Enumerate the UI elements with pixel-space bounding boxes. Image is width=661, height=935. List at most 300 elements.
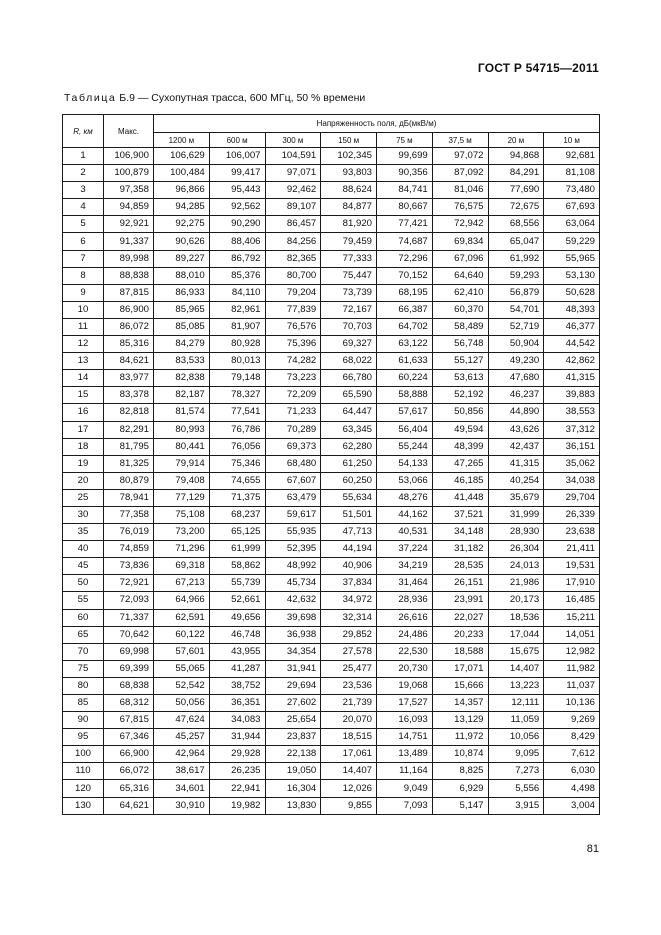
field-strength-cell: 82,187 [154,387,210,404]
field-strength-cell: 36,938 [265,626,321,643]
max-value-cell: 91,337 [104,233,154,250]
max-value-cell: 68,838 [104,677,154,694]
table-row [63,592,600,609]
field-strength-cell: 38,553 [544,404,600,421]
table-row [63,558,600,575]
field-strength-cell: 77,421 [377,216,433,233]
field-strength-cell: 8,429 [544,729,600,746]
max-value-cell: 82,291 [104,421,154,438]
table-caption-text: Б.9 — Сухопутная трасса, 600 МГц, 50 % времени [119,92,366,104]
field-strength-cell: 63,345 [321,421,377,438]
field-strength-cell: 50,628 [544,284,600,301]
field-strength-cell: 22,138 [265,746,321,763]
field-strength-cell: 46,377 [544,318,600,335]
field-strength-cell: 47,680 [488,370,544,387]
distance-cell: 17 [63,421,104,438]
table-row [63,677,600,694]
table-caption [64,92,365,104]
field-strength-cell: 18,515 [321,729,377,746]
field-strength-cell: 92,562 [209,199,265,216]
field-strength-cell: 52,542 [154,677,210,694]
field-strength-cell: 86,457 [265,216,321,233]
field-strength-cell: 85,085 [154,318,210,335]
field-strength-cell: 63,122 [377,336,433,353]
field-strength-cell: 20,173 [488,592,544,609]
field-strength-cell: 26,339 [544,506,600,523]
distance-cell: 9 [63,284,104,301]
field-strength-cell: 74,687 [377,233,433,250]
height-header: 150 м [321,133,377,148]
field-strength-cell: 23,638 [544,524,600,541]
field-strength-table [62,114,600,815]
field-strength-cell: 84,291 [488,165,544,182]
field-strength-cell: 62,591 [154,609,210,626]
field-strength-cell: 76,786 [209,421,265,438]
distance-cell: 70 [63,643,104,660]
field-strength-cell: 69,318 [154,558,210,575]
field-strength-cell: 19,531 [544,558,600,575]
field-strength-cell: 99,417 [209,165,265,182]
table-row [63,660,600,677]
field-strength-cell: 24,486 [377,626,433,643]
field-strength-cell: 79,204 [265,284,321,301]
max-value-cell: 67,346 [104,729,154,746]
field-strength-cell: 86,792 [209,250,265,267]
field-strength-cell: 11,037 [544,677,600,694]
field-strength-cell: 15,666 [432,677,488,694]
max-header: Макс. [104,115,154,148]
field-strength-cell: 42,862 [544,353,600,370]
table-row [63,609,600,626]
field-strength-cell: 9,269 [544,712,600,729]
max-value-cell: 85,316 [104,336,154,353]
max-value-cell: 78,941 [104,489,154,506]
field-strength-cell: 25,654 [265,712,321,729]
field-strength-cell: 85,376 [209,267,265,284]
field-strength-cell: 68,556 [488,216,544,233]
field-strength-cell: 65,125 [209,524,265,541]
field-strength-cell: 59,229 [544,233,600,250]
max-value-cell: 82,818 [104,404,154,421]
table-row [63,250,600,267]
field-strength-cell: 67,213 [154,575,210,592]
distance-cell: 95 [63,729,104,746]
field-strength-cell: 29,704 [544,489,600,506]
field-strength-cell: 80,667 [377,199,433,216]
field-strength-cell: 43,626 [488,421,544,438]
field-strength-cell: 56,879 [488,284,544,301]
max-value-cell: 66,900 [104,746,154,763]
field-strength-cell: 13,489 [377,746,433,763]
field-strength-cell: 53,130 [544,267,600,284]
field-strength-cell: 38,752 [209,677,265,694]
distance-cell: 50 [63,575,104,592]
table-row [63,797,600,814]
field-strength-cell: 40,254 [488,472,544,489]
field-strength-cell: 28,936 [377,592,433,609]
field-strength-cell: 28,930 [488,524,544,541]
table-row [63,712,600,729]
field-strength-cell: 80,928 [209,336,265,353]
field-strength-cell: 55,634 [321,489,377,506]
distance-cell: 80 [63,677,104,694]
field-strength-cell: 26,616 [377,609,433,626]
distance-cell: 14 [63,370,104,387]
field-strength-cell: 49,594 [432,421,488,438]
field-strength-cell: 55,127 [432,353,488,370]
field-strength-cell: 11,982 [544,660,600,677]
max-value-cell: 72,921 [104,575,154,592]
field-strength-cell: 31,182 [432,541,488,558]
field-strength-cell: 44,542 [544,336,600,353]
field-strength-cell: 96,866 [154,182,210,199]
table-row [63,216,600,233]
field-strength-cell: 106,629 [154,148,210,165]
field-strength-cell: 3,004 [544,797,600,814]
distance-cell: 55 [63,592,104,609]
field-strength-cell: 22,530 [377,643,433,660]
field-strength-cell: 13,830 [265,797,321,814]
field-strength-cell: 84,877 [321,199,377,216]
max-value-cell: 80,879 [104,472,154,489]
field-strength-cell: 76,575 [432,199,488,216]
field-strength-cell: 41,448 [432,489,488,506]
table-row [63,370,600,387]
field-strength-cell: 60,224 [377,370,433,387]
field-strength-cell: 18,536 [488,609,544,626]
table-row [63,575,600,592]
field-strength-cell: 53,613 [432,370,488,387]
table-row [63,489,600,506]
field-strength-cell: 77,839 [265,301,321,318]
table-row [63,455,600,472]
max-value-cell: 68,312 [104,695,154,712]
field-strength-cell: 52,192 [432,387,488,404]
field-strength-cell: 39,883 [544,387,600,404]
field-strength-cell: 11,164 [377,763,433,780]
table-caption-label: Таблица [64,92,117,104]
table-row [63,404,600,421]
field-strength-cell: 27,602 [265,695,321,712]
field-strength-cell: 57,617 [377,404,433,421]
field-strength-cell: 23,837 [265,729,321,746]
field-strength-cell: 64,447 [321,404,377,421]
field-strength-cell: 29,852 [321,626,377,643]
distance-cell: 7 [63,250,104,267]
field-strength-cell: 43,955 [209,643,265,660]
field-strength-cell: 37,224 [377,541,433,558]
distance-cell: 12 [63,336,104,353]
field-strength-cell: 46,185 [432,472,488,489]
field-strength-cell: 21,739 [321,695,377,712]
table-row [63,472,600,489]
field-strength-cell: 47,624 [154,712,210,729]
field-strength-cell: 7,612 [544,746,600,763]
field-strength-cell: 55,935 [265,524,321,541]
max-value-cell: 66,072 [104,763,154,780]
field-strength-cell: 88,010 [154,267,210,284]
field-strength-cell: 84,256 [265,233,321,250]
field-strength-cell: 55,244 [377,438,433,455]
field-strength-cell: 8,825 [432,763,488,780]
field-strength-cell: 31,464 [377,575,433,592]
field-strength-cell: 59,293 [488,267,544,284]
field-strength-cell: 35,679 [488,489,544,506]
max-value-cell: 83,977 [104,370,154,387]
table-row [63,626,600,643]
field-strength-cell: 99,699 [377,148,433,165]
field-strength-cell: 41,315 [544,370,600,387]
field-strength-cell: 49,230 [488,353,544,370]
max-value-cell: 94,859 [104,199,154,216]
max-value-cell: 92,921 [104,216,154,233]
field-strength-cell: 19,050 [265,763,321,780]
distance-cell: 2 [63,165,104,182]
field-strength-cell: 34,148 [432,524,488,541]
field-strength-cell: 97,072 [432,148,488,165]
field-strength-cell: 46,748 [209,626,265,643]
field-strength-cell: 6,030 [544,763,600,780]
field-strength-cell: 5,147 [432,797,488,814]
max-value-cell: 81,325 [104,455,154,472]
field-strength-cell: 13,129 [432,712,488,729]
distance-cell: 60 [63,609,104,626]
table-row [63,284,600,301]
distance-cell: 13 [63,353,104,370]
field-strength-cell: 64,966 [154,592,210,609]
field-strength-cell: 71,296 [154,541,210,558]
field-strength-cell: 84,741 [377,182,433,199]
max-value-cell: 77,358 [104,506,154,523]
field-strength-cell: 77,333 [321,250,377,267]
field-strength-cell: 68,022 [321,353,377,370]
distance-cell: 10 [63,301,104,318]
field-strength-cell: 48,399 [432,438,488,455]
field-strength-cell: 75,396 [265,336,321,353]
max-value-cell: 65,316 [104,780,154,797]
field-strength-cell: 73,223 [265,370,321,387]
field-strength-cell: 29,694 [265,677,321,694]
distance-cell: 6 [63,233,104,250]
field-strength-cell: 67,607 [265,472,321,489]
height-header: 600 м [209,133,265,148]
field-strength-cell: 37,521 [432,506,488,523]
field-strength-cell: 68,195 [377,284,433,301]
field-strength-cell: 54,701 [488,301,544,318]
table-row [63,301,600,318]
max-value-cell: 67,815 [104,712,154,729]
max-value-cell: 89,998 [104,250,154,267]
field-strength-cell: 79,914 [154,455,210,472]
field-strength-cell: 55,739 [209,575,265,592]
field-strength-cell: 36,351 [209,695,265,712]
field-strength-cell: 50,904 [488,336,544,353]
field-strength-cell: 61,992 [488,250,544,267]
field-strength-cell: 70,703 [321,318,377,335]
field-strength-cell: 78,327 [209,387,265,404]
field-strength-cell: 20,233 [432,626,488,643]
field-strength-cell: 84,279 [154,336,210,353]
max-value-cell: 73,836 [104,558,154,575]
field-strength-cell: 26,304 [488,541,544,558]
field-strength-cell: 17,910 [544,575,600,592]
field-strength-cell: 58,489 [432,318,488,335]
field-strength-cell: 40,906 [321,558,377,575]
field-strength-cell: 40,531 [377,524,433,541]
table-row [63,746,600,763]
field-strength-cell: 88,624 [321,182,377,199]
field-strength-cell: 21,411 [544,541,600,558]
field-strength-cell: 73,200 [154,524,210,541]
field-strength-cell: 25,477 [321,660,377,677]
field-strength-cell: 22,941 [209,780,265,797]
distance-cell: 3 [63,182,104,199]
distance-cell: 45 [63,558,104,575]
field-strength-cell: 35,062 [544,455,600,472]
field-strength-cell: 14,357 [432,695,488,712]
field-strength-cell: 80,700 [265,267,321,284]
field-strength-cell: 34,083 [209,712,265,729]
field-strength-cell: 12,026 [321,780,377,797]
field-strength-cell: 92,462 [265,182,321,199]
field-strength-cell: 32,314 [321,609,377,626]
field-strength-cell: 27,578 [321,643,377,660]
field-strength-cell: 67,096 [432,250,488,267]
field-strength-cell: 75,346 [209,455,265,472]
field-strength-cell: 26,235 [209,763,265,780]
field-strength-cell: 84,110 [209,284,265,301]
field-strength-group-header: Напряженность поля, дБ(мкВ/м) [154,115,600,133]
field-strength-cell: 81,108 [544,165,600,182]
max-value-cell: 74,859 [104,541,154,558]
table-row [63,695,600,712]
field-strength-cell: 82,365 [265,250,321,267]
field-strength-cell: 31,944 [209,729,265,746]
distance-cell: 85 [63,695,104,712]
field-strength-cell: 85,965 [154,301,210,318]
field-strength-cell: 69,834 [432,233,488,250]
field-strength-cell: 72,296 [377,250,433,267]
field-strength-cell: 37,834 [321,575,377,592]
field-strength-cell: 81,046 [432,182,488,199]
distance-cell: 5 [63,216,104,233]
field-strength-cell: 93,803 [321,165,377,182]
distance-cell: 4 [63,199,104,216]
field-strength-cell: 29,928 [209,746,265,763]
field-strength-cell: 14,051 [544,626,600,643]
distance-cell: 11 [63,318,104,335]
max-value-cell: 86,900 [104,301,154,318]
field-strength-cell: 81,920 [321,216,377,233]
table-row [63,421,600,438]
field-strength-cell: 16,304 [265,780,321,797]
distance-cell: 15 [63,387,104,404]
height-header: 75 м [377,133,433,148]
field-strength-cell: 82,838 [154,370,210,387]
height-header: 20 м [488,133,544,148]
field-strength-cell: 44,194 [321,541,377,558]
field-strength-cell: 52,395 [265,541,321,558]
table-row [63,729,600,746]
field-strength-cell: 61,250 [321,455,377,472]
field-strength-cell: 70,152 [377,267,433,284]
field-strength-cell: 54,133 [377,455,433,472]
field-strength-cell: 75,447 [321,267,377,284]
field-strength-cell: 72,209 [265,387,321,404]
field-strength-cell: 14,407 [488,660,544,677]
field-strength-cell: 77,690 [488,182,544,199]
field-strength-cell: 31,999 [488,506,544,523]
distance-cell: 30 [63,506,104,523]
table-row [63,506,600,523]
field-strength-cell: 41,315 [488,455,544,472]
field-strength-cell: 34,219 [377,558,433,575]
field-strength-cell: 45,257 [154,729,210,746]
distance-cell: 35 [63,524,104,541]
field-strength-cell: 102,345 [321,148,377,165]
field-strength-cell: 52,661 [209,592,265,609]
field-strength-cell: 75,108 [154,506,210,523]
field-strength-cell: 104,591 [265,148,321,165]
field-strength-cell: 57,601 [154,643,210,660]
field-strength-cell: 13,223 [488,677,544,694]
table-row [63,763,600,780]
field-strength-cell: 44,162 [377,506,433,523]
field-strength-cell: 19,068 [377,677,433,694]
field-strength-cell: 47,713 [321,524,377,541]
field-strength-cell: 36,151 [544,438,600,455]
distance-cell: 120 [63,780,104,797]
field-strength-cell: 15,211 [544,609,600,626]
field-strength-cell: 55,965 [544,250,600,267]
field-strength-cell: 45,734 [265,575,321,592]
field-strength-cell: 86,933 [154,284,210,301]
field-strength-cell: 100,484 [154,165,210,182]
field-strength-cell: 58,862 [209,558,265,575]
field-strength-cell: 39,698 [265,609,321,626]
field-strength-cell: 7,273 [488,763,544,780]
field-strength-cell: 61,633 [377,353,433,370]
height-header: 1200 м [154,133,210,148]
distance-cell: 16 [63,404,104,421]
field-strength-cell: 30,910 [154,797,210,814]
table-header [63,115,600,148]
field-strength-cell: 71,375 [209,489,265,506]
field-strength-cell: 72,675 [488,199,544,216]
table-row [63,233,600,250]
field-strength-cell: 26,151 [432,575,488,592]
table-row [63,336,600,353]
standard-code: ГОСТ Р 54715—2011 [477,61,599,75]
distance-cell: 110 [63,763,104,780]
field-strength-cell: 89,227 [154,250,210,267]
field-strength-cell: 42,632 [265,592,321,609]
height-header: 300 м [265,133,321,148]
field-strength-cell: 18,588 [432,643,488,660]
max-value-cell: 88,838 [104,267,154,284]
field-strength-cell: 80,013 [209,353,265,370]
field-strength-cell: 48,276 [377,489,433,506]
field-strength-cell: 63,479 [265,489,321,506]
distance-header: R, км [63,115,104,148]
height-header: 10 м [544,133,600,148]
field-strength-cell: 11,059 [488,712,544,729]
field-strength-cell: 46,237 [488,387,544,404]
field-strength-cell: 71,233 [265,404,321,421]
field-strength-cell: 23,536 [321,677,377,694]
table-row [63,267,600,284]
field-strength-cell: 94,285 [154,199,210,216]
